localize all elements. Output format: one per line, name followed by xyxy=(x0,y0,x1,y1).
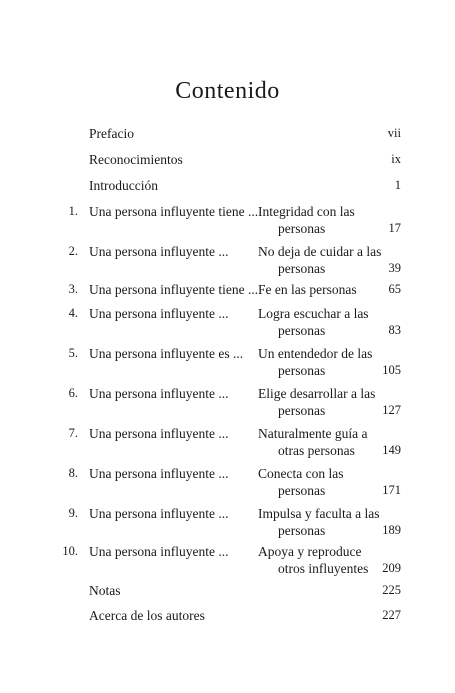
chapter-number: 3. xyxy=(68,282,78,296)
chapter-lead: Una persona influyente tiene ... xyxy=(89,282,259,297)
page-number: ix xyxy=(391,152,401,166)
page-number: 189 xyxy=(382,523,401,537)
chapter-number: 10. xyxy=(62,544,78,558)
chapter-title xyxy=(258,385,378,419)
page-number: 83 xyxy=(388,323,401,337)
chapter-number: 6. xyxy=(68,386,78,400)
chapter-lead: Una persona influyente ... xyxy=(89,306,229,321)
page-number: 127 xyxy=(382,403,401,417)
chapter-lead: Una persona influyente ... xyxy=(89,466,229,481)
entry-label: Reconocimientos xyxy=(89,152,183,167)
chapter-title-line1: Integridad con las xyxy=(258,204,355,219)
page-number: 105 xyxy=(382,363,401,377)
chapter-number: 7. xyxy=(68,426,78,440)
chapter-title xyxy=(258,465,378,499)
chapter-title-line1: Logra escuchar a las xyxy=(258,306,369,321)
page-number: vii xyxy=(387,126,401,140)
chapter-title-line1: Elige desarrollar a las xyxy=(258,386,376,401)
chapter-title-line1: Conecta con las xyxy=(258,466,344,481)
chapter-number: 9. xyxy=(68,506,78,520)
chapter-title-line1: Impulsa y faculta a las xyxy=(258,506,380,521)
chapter-title-line2: personas xyxy=(278,403,326,418)
chapter-number: 2. xyxy=(68,244,78,258)
chapter-lead: Una persona influyente es ... xyxy=(89,346,244,361)
chapter-number: 5. xyxy=(68,346,78,360)
chapter-title-line1: Apoya y reproduce xyxy=(258,544,362,559)
chapter-lead: Una persona influyente ... xyxy=(89,244,229,259)
chapter-title xyxy=(258,543,378,577)
page-number: 225 xyxy=(382,583,401,597)
chapter-title-line2: otras personas xyxy=(278,443,355,458)
page-number: 227 xyxy=(382,608,401,622)
page-number: 209 xyxy=(382,561,401,575)
chapter-lead: Una persona influyente tiene ... xyxy=(89,204,259,219)
chapter-lead: Una persona influyente ... xyxy=(89,506,229,521)
chapter-title-line1: No deja de cuidar a las xyxy=(258,244,382,259)
chapter-title xyxy=(258,243,382,277)
chapter-title xyxy=(258,425,378,459)
chapter-title-line2: personas xyxy=(278,363,326,378)
chapter-lead: Una persona influyente ... xyxy=(89,544,229,559)
chapter-title-line2: otros influyentes xyxy=(278,561,369,576)
chapter-title-line2: personas xyxy=(278,523,326,538)
page-number: 1 xyxy=(394,178,401,192)
chapter-number: 1. xyxy=(68,204,78,218)
entry-label: Introducción xyxy=(89,178,158,193)
entry-label: Acerca de los autores xyxy=(89,608,205,623)
entry-label: Prefacio xyxy=(89,126,134,141)
page-number: 39 xyxy=(388,261,401,275)
chapter-number: 8. xyxy=(68,466,78,480)
chapter-title xyxy=(258,203,378,237)
chapter-title-line2: personas xyxy=(278,221,326,236)
page-number: 149 xyxy=(382,443,401,457)
chapter-lead: Una persona influyente ... xyxy=(89,426,229,441)
chapter-lead: Una persona influyente ... xyxy=(89,386,229,401)
chapter-title xyxy=(258,305,378,339)
chapter-title xyxy=(258,281,378,298)
chapter-title-line2: personas xyxy=(278,323,326,338)
chapter-title xyxy=(258,505,378,539)
page-title: Contenido xyxy=(175,78,280,104)
chapter-title-line1: Naturalmente guía a xyxy=(258,426,368,441)
entry-label: Notas xyxy=(89,583,121,598)
page-number: 17 xyxy=(388,221,401,235)
chapter-number: 4. xyxy=(68,306,78,320)
chapter-title-line1: Un entendedor de las xyxy=(258,346,373,361)
chapter-title-line1: Fe en las personas xyxy=(258,282,357,297)
chapter-title-line2: personas xyxy=(278,483,326,498)
page-number: 65 xyxy=(388,282,401,296)
chapter-title xyxy=(258,345,378,379)
page-number: 171 xyxy=(382,483,401,497)
chapter-title-line2: personas xyxy=(278,261,326,276)
